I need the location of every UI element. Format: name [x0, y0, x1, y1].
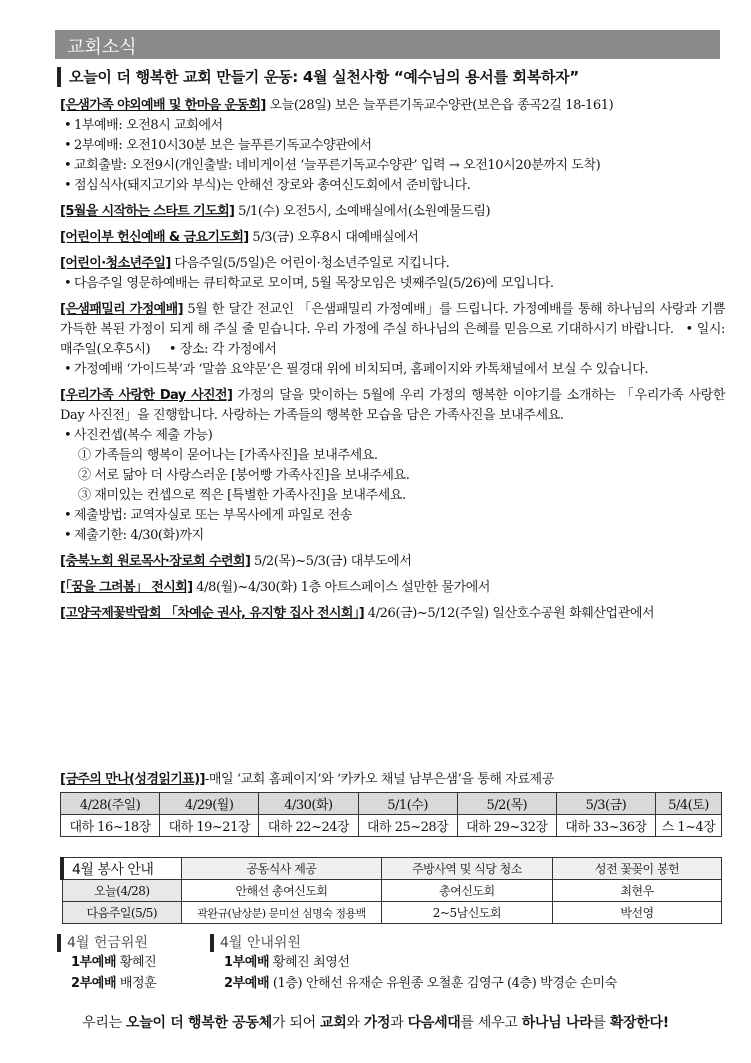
table-cell: 총여신도회	[381, 880, 552, 902]
headline-text: 오늘이 더 행복한 교회 만들기 운동: 4월 실천사항 “예수님의 용서를 회복하자”	[69, 68, 579, 86]
names: 황혜진	[119, 955, 157, 970]
table-cell: 대하 33~36장	[556, 815, 655, 837]
notice-text: 5/2(목)~5/3(금) 대부도에서	[250, 554, 412, 569]
motto-emphasis: 교회	[319, 1015, 347, 1031]
table-cell: 5/4(토)	[656, 793, 722, 815]
list-item	[57, 952, 156, 973]
church-motto	[0, 1012, 751, 1032]
row-label: 다음주일(5/5)	[62, 902, 182, 924]
list-item: • 다음주일 영문하예배는 큐티학교로 모이며, 5월 목장모임은 넷째주일(5/26)에 모입니다.	[60, 274, 725, 294]
notice-head: [은샘패밀리 가정예배]	[60, 302, 183, 317]
offering-title: 4월 헌금위원	[57, 934, 156, 952]
motto-part: 를 세우고	[460, 1015, 522, 1031]
motto-part: 를	[592, 1015, 610, 1031]
list-item: • 사진컨셉(복수 제출 가능)	[60, 426, 725, 446]
service-title: 4월 봉사 안내	[62, 858, 182, 880]
notice-head: [「꿈을 그려봄」 전시회]	[60, 580, 193, 595]
table-cell: 4/28(주일)	[61, 793, 160, 815]
flower-expo-notice	[60, 604, 725, 624]
service-label: 2부예배	[71, 976, 117, 991]
family-worship-notice	[60, 300, 725, 380]
list-item: • 2부예배: 오전10시30분 보은 늘푸른기독교수양관에서	[60, 136, 725, 156]
family-worship-time: • 일시: 매주일(오후5시)	[60, 322, 726, 357]
concept-item: ② 서로 닮아 더 사랑스러운 [붕어빵 가족사진]을 보내주세요.	[78, 468, 410, 483]
bible-title-head: [금주의 만나(성경읽기표)]	[60, 772, 205, 787]
bible-title-note: -매일 ‘교회 홈페이지’와 ‘카카오 채널 남부은샘’을 통해 자료제공	[204, 772, 554, 787]
bible-reading-title	[60, 768, 554, 787]
list-item: • 가정예배 ‘가이드북’과 ‘말씀 요약문’은 필경대 위에 비치되며, 홈페이지와 카톡채널에서 보실 수 있습니다.	[60, 360, 725, 380]
table-cell: 곽완규(남상분) 문미선 심명숙 정용백	[182, 902, 382, 924]
motto-emphasis: 하나님 나라	[521, 1015, 593, 1031]
list-item	[57, 973, 156, 994]
notice-text: 5월 한 달간 전교인 「은샘패밀리 가정예배」를 드립니다. 가정예배를 통해 하나님의 사랑과 기쁨 가득한 복된 가정이 되게 해 주실 줄 믿습니다. 우리 가정에 주실 하나님의 은혜를 믿음으로 기대하시기 바랍니다.	[60, 302, 725, 337]
table-row	[61, 793, 722, 815]
notice-head: [어린이·청소년주일]	[60, 256, 171, 271]
elders-retreat-notice	[60, 552, 725, 572]
service-table	[60, 857, 722, 924]
notice-text: 가정의 달을 맞이하는 5월에 우리 가정의 행복한 이야기를 소개하는 「우리가족 사랑한 Day 사진전」을 진행합니다. 사랑하는 가족들의 행복한 모습을 담은 가족사진을 보내주세요.	[60, 388, 725, 423]
table-cell: 대하 22~24장	[259, 815, 358, 837]
table-cell: 스 1~4장	[656, 815, 722, 837]
family-worship-place: • 장소: 각 가정에서	[168, 342, 277, 357]
notice-head: [우리가족 사랑한 Day 사진전]	[60, 388, 233, 403]
table-header: 주방사역 및 식당 청소	[381, 858, 552, 880]
table-cell: 4/30(화)	[259, 793, 358, 815]
notice-head: [어린이부 헌신예배 & 금요기도회]	[60, 230, 249, 245]
section-header-bar	[55, 30, 720, 59]
table-cell: 안해선 총여신도회	[182, 880, 382, 902]
motto-part: 가 되어	[271, 1015, 320, 1031]
notice-text: 오늘(28일) 보은 늘푸른기독교수양관(보은읍 종곡2길 18-161)	[265, 98, 614, 113]
notice-head: [고양국제꽃박람회 「차예순 권사, 유지향 집사 전시회」]	[60, 606, 365, 621]
outdoor-worship-notice	[60, 96, 725, 196]
names: (1층) 안해선 유재순 유원종 오철훈 김영구 (4층) 박경순 손미숙	[272, 976, 617, 991]
notice-head: [충북노회 원로목사·장로회 수련회]	[60, 554, 251, 569]
table-cell: 5/3(금)	[556, 793, 655, 815]
table-cell: 5/1(수)	[358, 793, 457, 815]
may-prayer-notice	[60, 202, 725, 222]
usher-committee	[210, 934, 617, 994]
headline-bar	[57, 67, 61, 87]
motto-emphasis: 확장한다!	[609, 1015, 669, 1031]
motto-emphasis: 오늘이 더 행복한 공동체	[126, 1015, 272, 1031]
list-item	[210, 952, 617, 973]
table-row	[62, 902, 722, 924]
service-label: 2부예배	[224, 976, 270, 991]
table-header: 공동식사 제공	[182, 858, 382, 880]
offering-committee	[57, 934, 156, 994]
motto-part: 과	[390, 1015, 408, 1031]
motto-part: 와	[346, 1015, 364, 1031]
list-item: • 제출방법: 교역자실로 또는 부목사에게 파일로 전송	[60, 506, 725, 526]
table-cell: 2~5남신도회	[381, 902, 552, 924]
usher-title: 4월 안내위원	[210, 934, 617, 952]
notice-text: 다음주일(5/5일)은 어린이·청소년주일로 지킵니다.	[170, 256, 450, 271]
notice-text: 4/8(월)~4/30(화) 1층 아트스페이스 설만한 물가에서	[192, 580, 491, 595]
notice-head: [5월을 시작하는 스타트 기도회]	[60, 204, 235, 219]
concept-item: ③ 재미있는 컨셉으로 찍은 [특별한 가족사진]을 보내주세요.	[78, 488, 406, 503]
table-cell: 대하 16~18장	[61, 815, 160, 837]
list-item	[210, 973, 617, 994]
news-content	[60, 96, 725, 624]
service-label: 1부예배	[71, 955, 117, 970]
table-cell: 최현우	[553, 880, 722, 902]
photo-exhibit-notice	[60, 386, 725, 546]
list-item: • 교회출발: 오전9시(개인출발: 네비게이션 ‘늘푸른기독교수양관’ 입력 → 오전10시20분까지 도착)	[60, 156, 725, 176]
motto-part: 우리는	[82, 1015, 127, 1031]
service-label: 1부예배	[224, 955, 270, 970]
table-cell: 박선영	[553, 902, 722, 924]
monthly-practice-headline	[57, 66, 737, 90]
list-item: • 제출기한: 4/30(화)까지	[60, 526, 725, 546]
list-item: • 1부예배: 오전8시 교회에서	[60, 116, 725, 136]
dream-exhibit-notice	[60, 578, 725, 598]
list-item: • 점심식사(돼지고기와 부식)는 안해선 장로와 총여신도회에서 준비합니다.	[60, 176, 725, 196]
notice-text: 4/26(금)~5/12(주일) 일산호수공원 화훼산업관에서	[364, 606, 655, 621]
names: 배정훈	[119, 976, 157, 991]
table-cell: 4/29(월)	[160, 793, 259, 815]
table-cell: 대하 29~32장	[457, 815, 556, 837]
children-day-notice	[60, 254, 725, 294]
table-row	[61, 815, 722, 837]
notice-head: [은샘가족 야외예배 및 한마음 운동회]	[60, 98, 266, 113]
concept-item: ① 가족들의 행복이 묻어나는 [가족사진]을 보내주세요.	[78, 448, 378, 463]
table-row	[62, 858, 722, 880]
notice-text: 5/3(금) 오후8시 대예배실에서	[248, 230, 419, 245]
table-cell: 5/2(목)	[457, 793, 556, 815]
table-cell: 대하 19~21장	[160, 815, 259, 837]
children-worship-notice	[60, 228, 725, 248]
motto-emphasis: 가정	[363, 1015, 391, 1031]
table-header: 성전 꽃꽂이 봉헌	[553, 858, 722, 880]
table-cell: 대하 25~28장	[358, 815, 457, 837]
row-label: 오늘(4/28)	[62, 880, 182, 902]
bible-reading-table	[60, 792, 722, 837]
names: 황혜진 최영선	[272, 955, 350, 970]
motto-emphasis: 다음세대	[407, 1015, 461, 1031]
table-row	[62, 880, 722, 902]
section-title: 교회소식	[67, 37, 137, 58]
notice-text: 5/1(수) 오전5시, 소예배실에서(소원예물드림)	[234, 204, 491, 219]
